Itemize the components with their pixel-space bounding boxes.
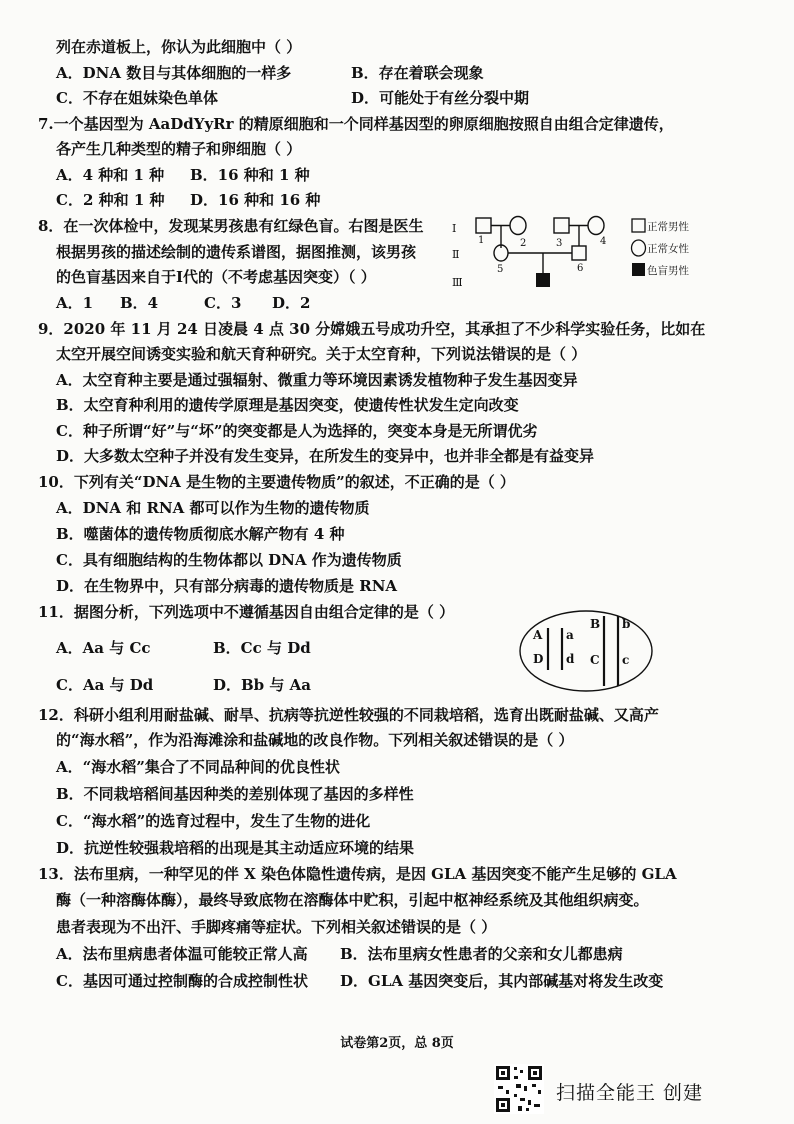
gen-label-2: Ⅱ [452, 248, 460, 261]
legend-female-label: 正常女性 [647, 243, 689, 255]
q11-option-c: C．Aa 与 Dd [56, 676, 154, 694]
qr-code-icon [494, 1064, 544, 1114]
cell-outline [520, 611, 652, 691]
q11-stem: 11．据图分析，下列选项中不遵循基因自由组合定律的是（ ） [38, 603, 455, 621]
q12-stem-2: 的“海水稻”，作为沿海滩涂和盐碱地的改良作物。下列相关叙述错误的是（ ） [56, 731, 574, 749]
scanner-watermark: 扫描全能王 创建 [556, 1082, 704, 1104]
q8-stem-1: 8．在一次体检中，发现某男孩患有红绿色盲。右图是医生 [38, 217, 424, 235]
person-1-male [476, 218, 491, 233]
q10-option-c: C．具有细胞结构的生物体都以 DNA 作为遗传物质 [56, 551, 402, 569]
person-2-number: 2 [520, 238, 527, 249]
person-3-male [554, 218, 569, 233]
q8-stem-3: 的色盲基因来自于Ⅰ代的（不考虑基因突变）（ ） [56, 268, 376, 286]
q11-option-b: B．Cc 与 Dd [213, 639, 311, 657]
q9-stem-1: 9．2020 年 11 月 24 日凌晨 4 点 30 分嫦娥五号成功升空，其承担了不少科学实验任务，比如在 [38, 320, 706, 338]
q6-option-c: C．不存在姐妹染色单体 [56, 89, 218, 107]
gene-A: A [533, 628, 543, 642]
q11-option-d: D．Bb 与 Aa [213, 676, 311, 694]
q9-option-d: D．大多数太空种子并没有发生变异，在所发生的变异中，也并非全都是有益变异 [56, 447, 595, 465]
q7-option-c: C．2 种和 1 种 [56, 191, 165, 209]
person-4-female [588, 217, 604, 235]
q11-option-a: A．Aa 与 Cc [56, 639, 151, 657]
gene-b: b [622, 617, 631, 631]
gene-B: B [590, 617, 601, 631]
q10-option-d: D．在生物界中，只有部分病毒的遗传物质是 RNA [56, 577, 398, 595]
q9-option-c: C．种子所谓“好”与“坏”的突变都是人为选择的，突变本身是无所谓优劣 [56, 422, 538, 440]
gen-label-1: Ⅰ [452, 222, 457, 235]
person-6-male [572, 246, 586, 260]
q6-option-a: A．DNA 数目与其体细胞的一样多 [56, 64, 292, 82]
q13-option-c: C．基因可通过控制酶的合成控制性状 [56, 972, 308, 990]
legend-male-label: 正常男性 [647, 221, 689, 233]
q13-stem-2: 酶（一种溶酶体酶），最终导致底物在溶酶体中贮积，引起中枢神经系统及其他组织病变。 [56, 891, 649, 909]
person-6-number: 6 [577, 263, 584, 274]
q13-option-d: D．GLA 基因突变后，其内部碱基对将发生改变 [340, 972, 664, 990]
gene-a: a [566, 628, 574, 642]
person-2-female [510, 217, 526, 235]
person-3-number: 3 [556, 238, 563, 249]
q8-stem-2: 根据男孩的描述绘制的遗传系谱图，据图推测，该男孩 [56, 243, 417, 261]
q10-option-a: A．DNA 和 RNA 都可以作为生物的遗传物质 [56, 499, 370, 517]
q7-option-d: D．16 种和 16 种 [190, 191, 321, 209]
person-4-number: 4 [600, 236, 607, 247]
gene-d: d [566, 652, 575, 666]
q10-stem: 10．下列有关“DNA 是生物的主要遗传物质”的叙述，不正确的是（ ） [38, 473, 515, 491]
q7-option-b: B．16 种和 1 种 [190, 166, 310, 184]
q8-option-c: C．3 [204, 294, 242, 312]
q7-stem-1: 7.一个基因型为 AaDdYyRr 的精原细胞和一个同样基因型的卵原细胞按照自由组合定律遗传， [38, 115, 674, 133]
legend-affected-label: 色盲男性 [647, 265, 689, 277]
q6-stem: 列在赤道板上，你认为此细胞中（ ） [56, 38, 302, 56]
legend-female-symbol [632, 240, 646, 256]
legend-male-symbol [632, 219, 645, 232]
cell-diagram [518, 608, 654, 694]
page-footer: 试卷第2页，总 8页 [340, 1036, 454, 1051]
q13-option-a: A．法布里病患者体温可能较正常人高 [56, 945, 308, 963]
gene-c: c [622, 653, 630, 667]
q13-stem-3: 患者表现为不出汗、手脚疼痛等症状。下列相关叙述错误的是（ ） [56, 918, 497, 936]
person-1-number: 1 [478, 235, 485, 246]
q7-stem-2: 各产生几种类型的精子和卵细胞（ ） [56, 140, 302, 158]
q12-option-b: B．不同栽培稻间基因种类的差别体现了基因的多样性 [56, 785, 414, 803]
q13-option-b: B．法布里病女性患者的父亲和女儿都患病 [340, 945, 623, 963]
q9-stem-2: 太空开展空间诱变实验和航天育种研究。关于太空育种，下列说法错误的是（ ） [56, 345, 587, 363]
q6-option-b: B．存在着联会现象 [351, 64, 484, 82]
gene-C: C [590, 653, 600, 667]
person-affected-male [536, 273, 550, 287]
q7-option-a: A．4 种和 1 种 [56, 166, 165, 184]
q9-option-b: B．太空育种利用的遗传学原理是基因突变，使遗传性状发生定向改变 [56, 396, 519, 414]
q6-option-d: D．可能处于有丝分裂中期 [351, 89, 530, 107]
q12-option-a: A．“海水稻”集合了不同品种间的优良性状 [56, 758, 340, 776]
q8-option-a: A．1 [56, 294, 94, 312]
q10-option-b: B．噬菌体的遗传物质彻底水解产物有 4 种 [56, 525, 345, 543]
gen-label-3: Ⅲ [452, 276, 463, 289]
gene-D: D [533, 652, 544, 666]
q8-option-b: B．4 [120, 294, 159, 312]
legend-affected-symbol [632, 263, 645, 276]
q12-stem-1: 12．科研小组利用耐盐碱、耐旱、抗病等抗逆性较强的不同栽培稻，选育出既耐盐碱、又高产 [38, 706, 659, 724]
q8-option-d: D．2 [272, 294, 311, 312]
q12-option-d: D．抗逆性较强栽培稻的出现是其主动适应环境的结果 [56, 839, 415, 857]
q12-option-c: C．“海水稻”的选育过程中，发生了生物的进化 [56, 812, 371, 830]
pedigree-chart [448, 210, 728, 290]
q13-stem-1: 13．法布里病，一种罕见的伴 X 染色体隐性遗传病，是因 GLA 基因突变不能产生足够的 GLA [38, 865, 677, 883]
q9-option-a: A．太空育种主要是通过强辐射、微重力等环境因素诱发植物种子发生基因变异 [56, 371, 578, 389]
person-5-number: 5 [497, 264, 504, 275]
